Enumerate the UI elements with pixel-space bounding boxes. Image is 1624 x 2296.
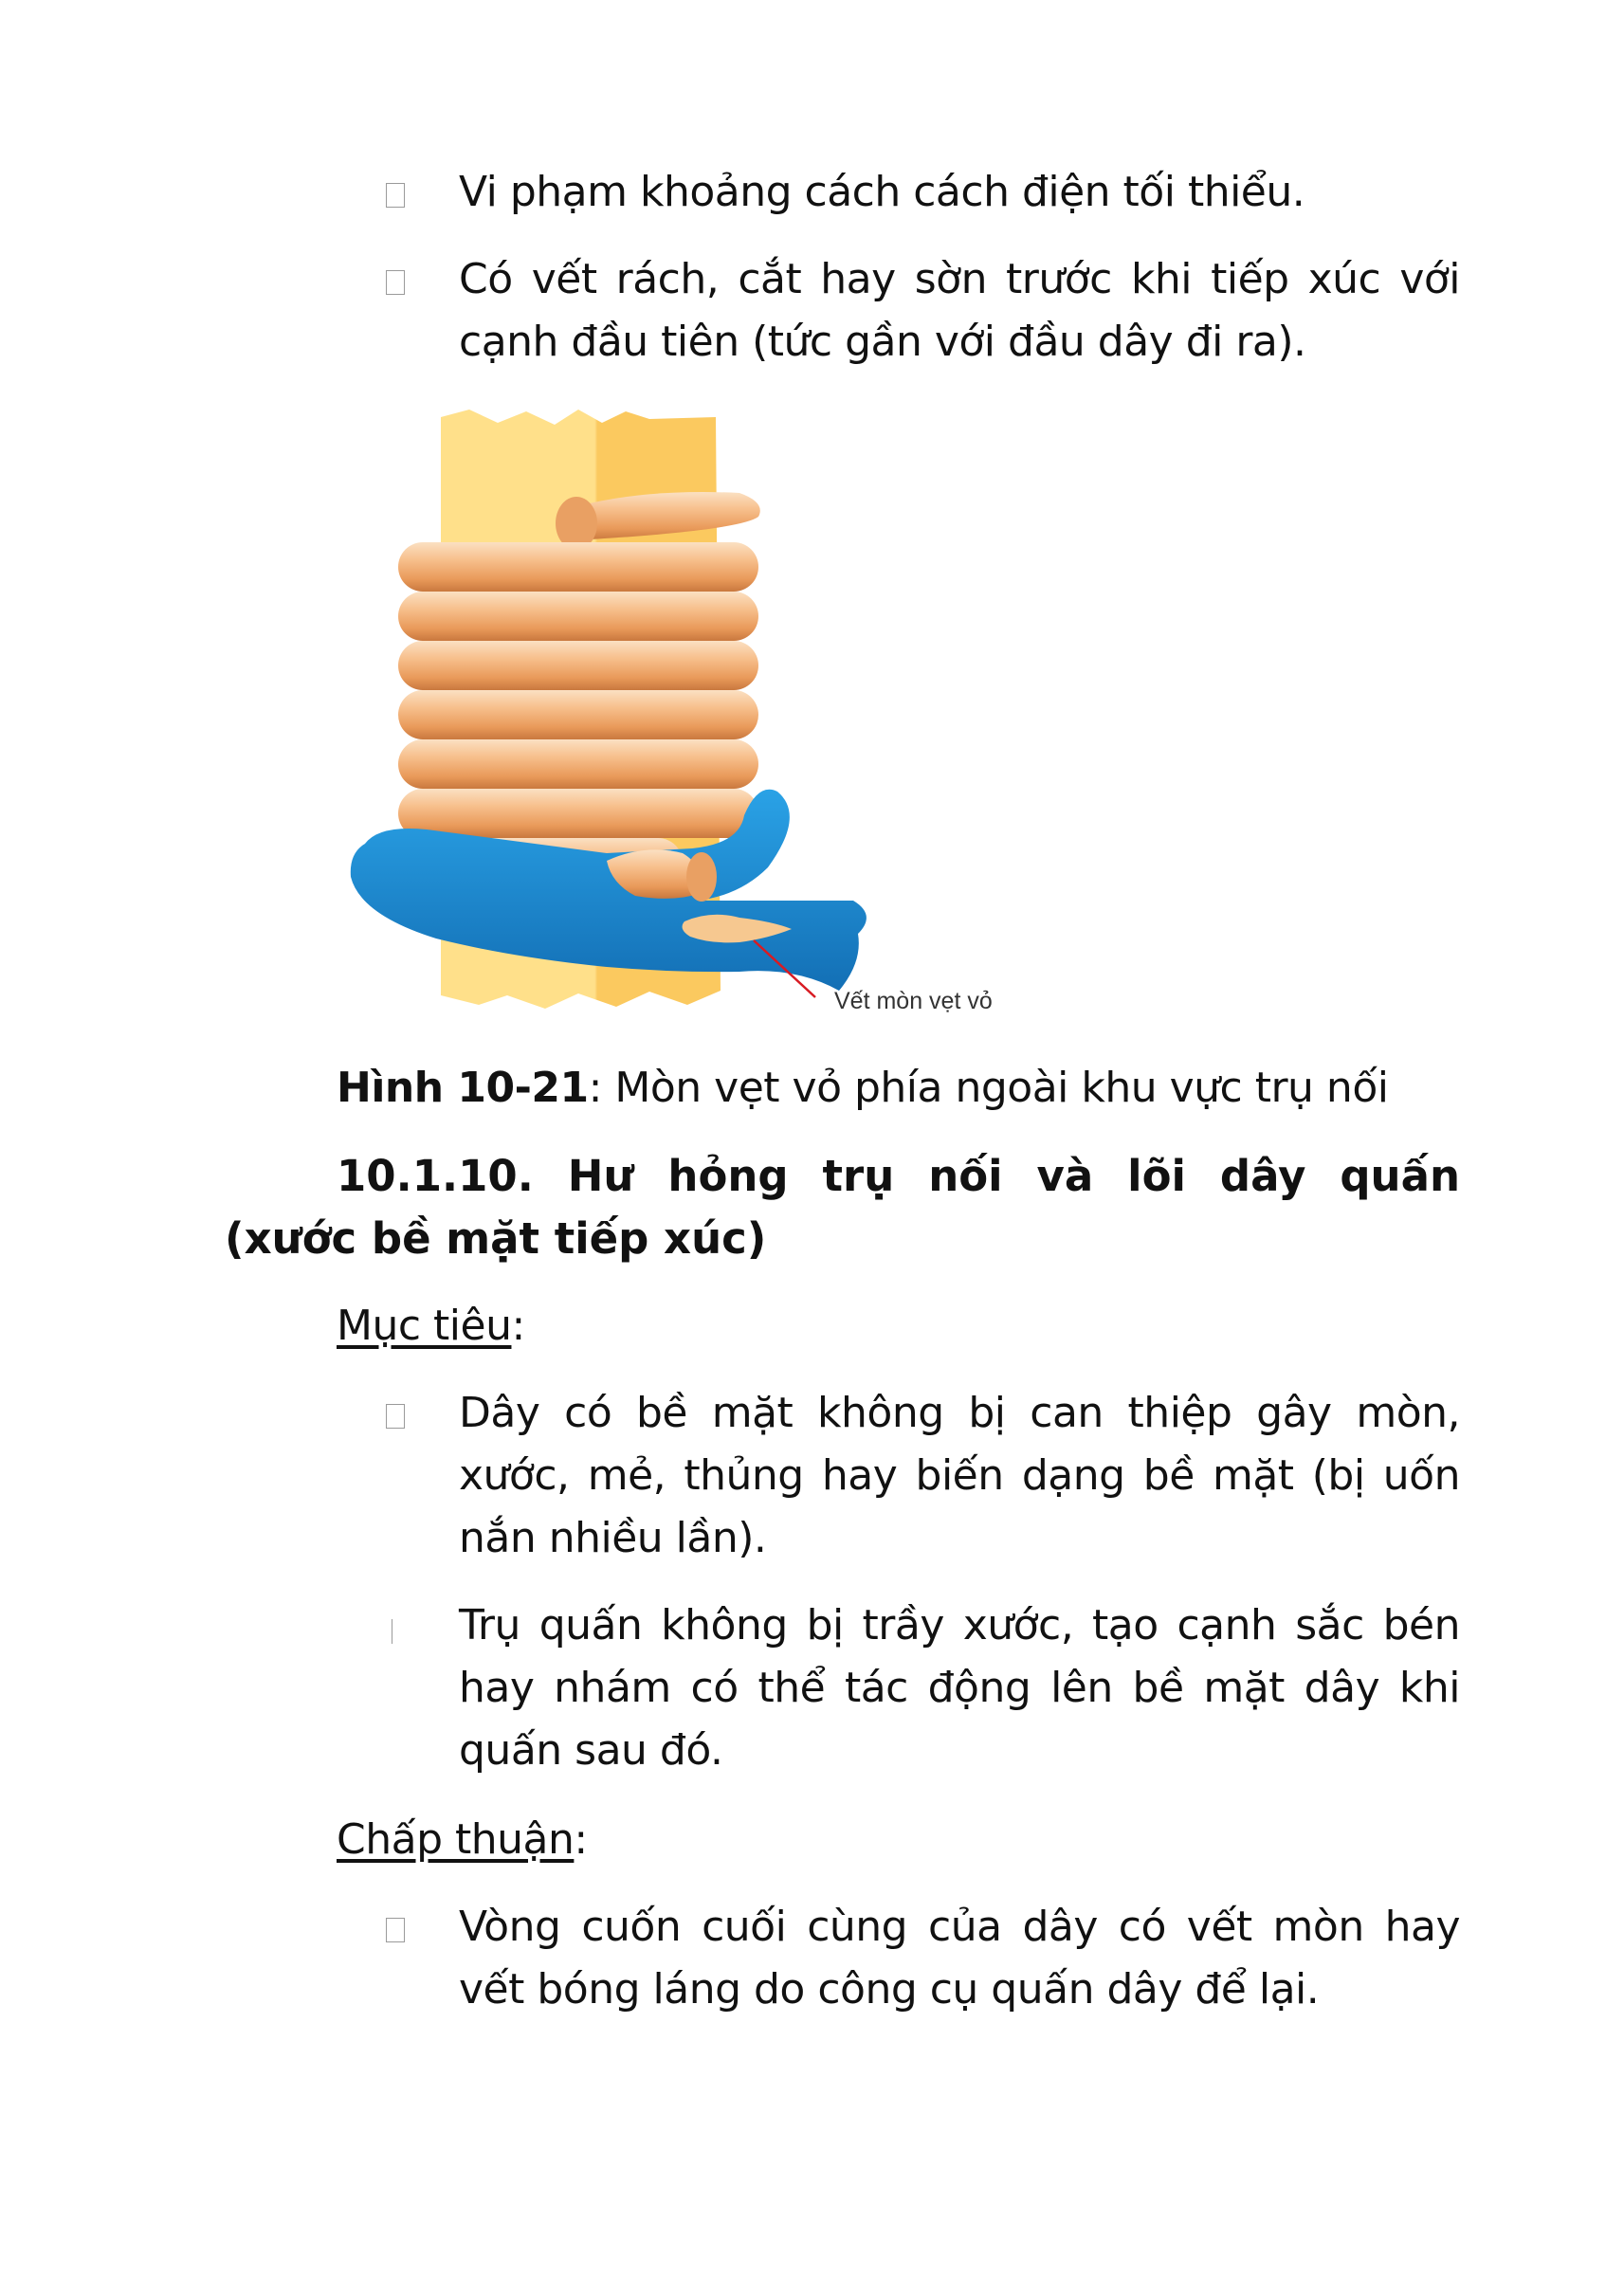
checkbox-bullet-icon bbox=[386, 183, 405, 208]
acceptable-item bbox=[389, 1896, 1460, 2021]
bullet-text: Vòng cuốn cuối cùng của dây có vết mòn hay vết bóng láng do công cụ quấn dây để lại. bbox=[459, 1903, 1460, 2014]
objective-label: Mục tiêu: bbox=[337, 1302, 525, 1350]
checkbox-bullet-icon bbox=[386, 1404, 405, 1429]
acceptable-label-text: Chấp thuận bbox=[337, 1815, 575, 1864]
figure-annotation: Vết mòn vẹt vỏ bbox=[834, 988, 993, 1014]
caption-text: : Mòn vẹt vỏ phía ngoài khu vực trụ nối bbox=[588, 1064, 1389, 1112]
objective-label-text: Mục tiêu bbox=[337, 1302, 512, 1350]
caption-label: Hình 10-21 bbox=[337, 1064, 589, 1112]
bullet-text: Dây có bề mặt không bị can thiệp gây mòn, xước, mẻ, thủng hay biến dạng bề mặt (bị uốn nắn nhiều lần). bbox=[459, 1389, 1460, 1562]
figure-wire-wrap bbox=[322, 398, 1043, 1024]
figure-caption bbox=[337, 1057, 1388, 1120]
checkbox-bullet-icon bbox=[386, 1918, 405, 1942]
bullet-text: Trụ quấn không bị trầy xước, tạo cạnh sắc bén hay nhám có thể tác động lên bề mặt dây khi quấn sau đó. bbox=[459, 1601, 1460, 1775]
section-heading-line2: (xước bề mặt tiếp xúc) bbox=[225, 1213, 767, 1264]
bullet-item-tear bbox=[389, 248, 1460, 374]
bullet-text: Vi phạm khoảng cách cách điện tối thiểu. bbox=[459, 168, 1305, 216]
wire-wrap-illustration bbox=[322, 398, 1043, 1024]
acceptable-label: Chấp thuận: bbox=[337, 1815, 588, 1864]
objective-item bbox=[389, 1594, 1460, 1782]
wire-end bbox=[556, 497, 597, 550]
bullet-item-clearance bbox=[389, 161, 1460, 224]
objective-item bbox=[389, 1382, 1460, 1570]
section-heading-line1: 10.1.10. Hư hỏng trụ nối và lõi dây quấn bbox=[337, 1151, 1460, 1201]
section-heading bbox=[225, 1145, 1460, 1270]
checkbox-bullet-icon bbox=[386, 270, 405, 295]
bullet-text: Có vết rách, cắt hay sờn trước khi tiếp xúc với cạnh đầu tiên (tức gần với đầu dây đi ra). bbox=[459, 255, 1460, 366]
